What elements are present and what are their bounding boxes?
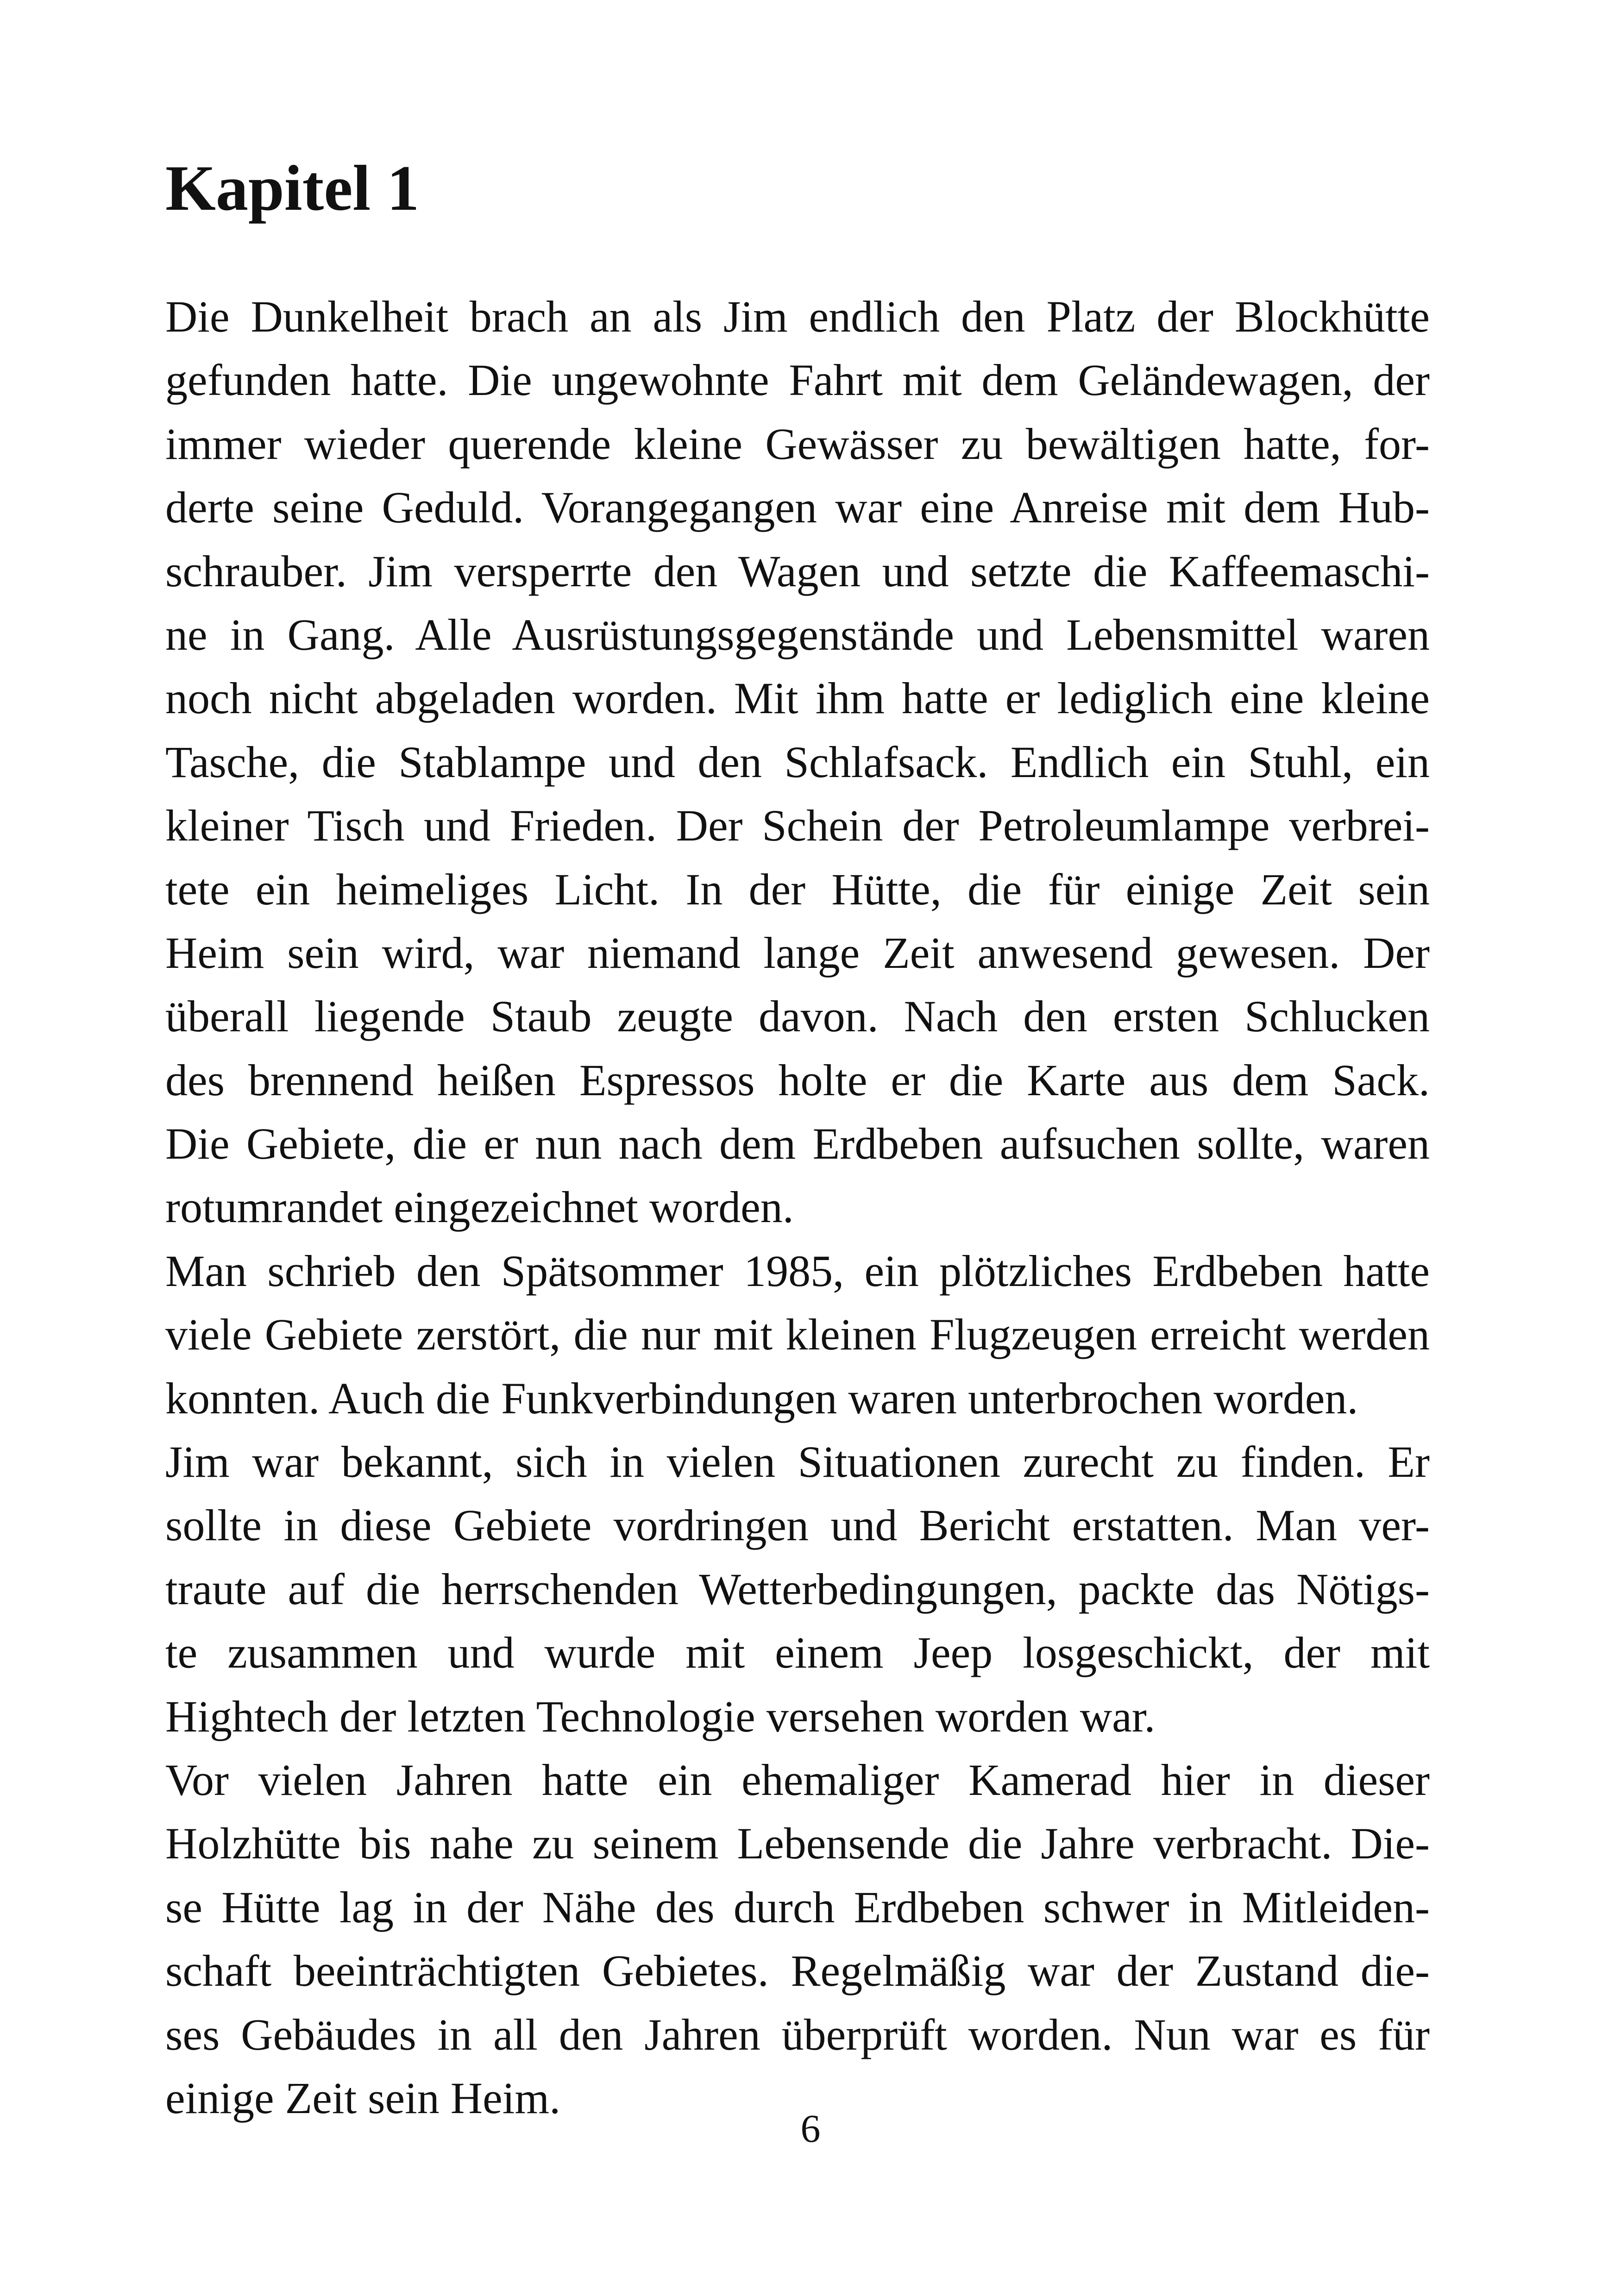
text-line: ne in Gang. Alle Ausrüstungsgegenstände und Lebensmittel waren <box>165 609 1430 659</box>
text-line: Jim war bekannt, sich in vielen Situationen zurecht zu finden. Er <box>165 1437 1430 1487</box>
text-line: ses Gebäudes in all den Jahren überprüft worden. Nun war es für <box>165 2009 1430 2059</box>
text-line: einige Zeit sein Heim. <box>165 2073 561 2123</box>
text-line: te zusammen und wurde mit einem Jeep losgeschickt, der mit <box>165 1628 1430 1678</box>
text-line: viele Gebiete zerstört, die nur mit kleinen Flugzeugen erreicht werden <box>165 1310 1430 1360</box>
text-line: tete ein heimeliges Licht. In der Hütte, die für einige Zeit sein <box>165 864 1430 914</box>
text-line: konnten. Auch die Funkverbindungen waren unterbrochen worden. <box>165 1373 1358 1423</box>
chapter-title: Kapitel 1 <box>165 152 420 224</box>
text-line: schaft beeinträchtigten Gebietes. Regelmäßig war der Zustand die- <box>165 1946 1430 1996</box>
chapter-body <box>165 285 1430 2130</box>
text-line: sollte in diese Gebiete vordringen und Bericht erstatten. Man ver- <box>165 1500 1430 1550</box>
text-line: Holzhütte bis nahe zu seinem Lebensende die Jahre verbracht. Die- <box>165 1819 1430 1869</box>
text-line: gefunden hatte. Die ungewohnte Fahrt mit dem Geländewagen, der <box>165 355 1430 405</box>
text-line: se Hütte lag in der Nähe des durch Erdbeben schwer in Mitleiden- <box>165 1882 1430 1932</box>
text-line: Heim sein wird, war niemand lange Zeit anwesend gewesen. Der <box>165 928 1430 978</box>
text-line: rotumrandet eingezeichnet worden. <box>165 1182 794 1232</box>
text-line: Die Gebiete, die er nun nach dem Erdbeben aufsuchen sollte, waren <box>165 1119 1430 1169</box>
text-line: traute auf die herrschenden Wetterbedingungen, packte das Nötigs- <box>165 1564 1430 1614</box>
text-line: derte seine Geduld. Vorangegangen war eine Anreise mit dem Hub- <box>165 483 1430 533</box>
text-line: Hightech der letzten Technologie versehen worden war. <box>165 1691 1156 1741</box>
text-line: Vor vielen Jahren hatte ein ehemaliger Kamerad hier in dieser <box>165 1755 1430 1805</box>
text-line: immer wieder querende kleine Gewässer zu bewältigen hatte, for- <box>165 419 1430 469</box>
text-line: überall liegende Staub zeugte davon. Nach den ersten Schlucken <box>165 991 1430 1041</box>
text-line: schrauber. Jim versperrte den Wagen und setzte die Kaffeemaschi- <box>165 546 1430 596</box>
text-line: Tasche, die Stablampe und den Schlafsack. Endlich ein Stuhl, ein <box>165 737 1430 787</box>
text-line: des brennend heißen Espressos holte er die Karte aus dem Sack. <box>165 1055 1430 1105</box>
text-line: kleiner Tisch und Frieden. Der Schein der Petroleumlampe verbrei- <box>165 801 1430 851</box>
text-line: Die Dunkelheit brach an als Jim endlich den Platz der Blockhütte <box>165 292 1430 341</box>
text-line: noch nicht abgeladen worden. Mit ihm hatte er lediglich eine kleine <box>165 673 1430 723</box>
text-line: Man schrieb den Spätsommer 1985, ein plötzliches Erdbeben hatte <box>165 1246 1430 1296</box>
page-number: 6 <box>800 2106 821 2151</box>
